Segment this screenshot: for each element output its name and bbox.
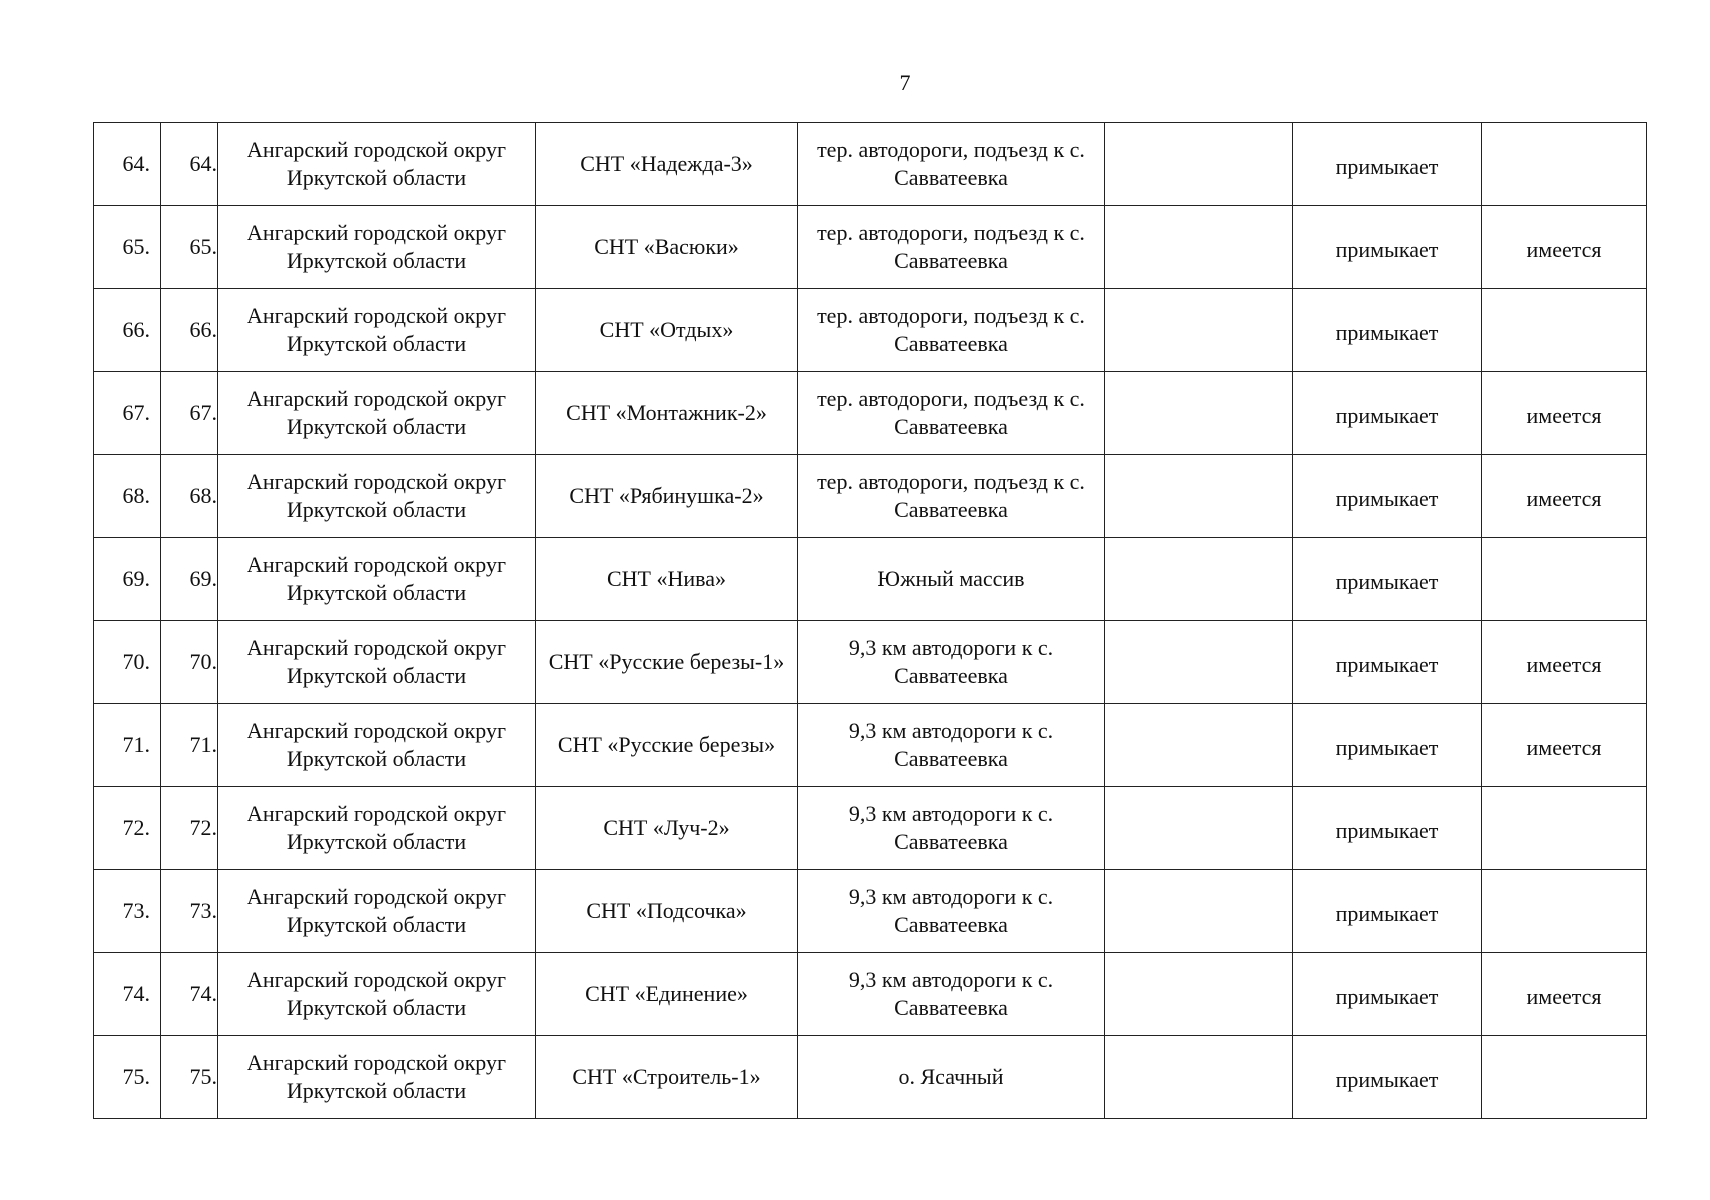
availability-cell: имеется xyxy=(1482,455,1647,538)
empty-cell xyxy=(1105,787,1293,870)
location-cell: 9,3 км автодороги к с. Савватеевка xyxy=(798,621,1105,704)
table-row xyxy=(94,870,1647,953)
row-index-cell: 70. xyxy=(161,621,218,704)
district-cell: Ангарский городской округ Иркутской области xyxy=(218,538,536,621)
row-number-cell: 68. xyxy=(94,455,161,538)
availability-cell: имеется xyxy=(1482,621,1647,704)
availability-cell: имеется xyxy=(1482,372,1647,455)
empty-cell xyxy=(1105,289,1293,372)
row-index-cell: 74. xyxy=(161,953,218,1036)
empty-cell xyxy=(1105,704,1293,787)
row-index-cell: 68. xyxy=(161,455,218,538)
location-cell: тер. автодороги, подъезд к с. Савватеевка xyxy=(798,289,1105,372)
empty-cell xyxy=(1105,455,1293,538)
availability-cell: имеется xyxy=(1482,206,1647,289)
district-cell: Ангарский городской округ Иркутской области xyxy=(218,1036,536,1119)
row-number-cell: 64. xyxy=(94,123,161,206)
name-cell: СНТ «Русские березы» xyxy=(536,704,798,787)
district-cell: Ангарский городской округ Иркутской области xyxy=(218,289,536,372)
table-row xyxy=(94,372,1647,455)
table-row xyxy=(94,538,1647,621)
table-row xyxy=(94,1036,1647,1119)
location-cell: тер. автодороги, подъезд к с. Савватеевка xyxy=(798,123,1105,206)
row-number-cell: 74. xyxy=(94,953,161,1036)
row-index-cell: 75. xyxy=(161,1036,218,1119)
empty-cell xyxy=(1105,621,1293,704)
empty-cell xyxy=(1105,206,1293,289)
availability-cell: имеется xyxy=(1482,953,1647,1036)
row-index-cell: 71. xyxy=(161,704,218,787)
name-cell: СНТ «Надежда-3» xyxy=(536,123,798,206)
name-cell: СНТ «Монтажник-2» xyxy=(536,372,798,455)
district-cell: Ангарский городской округ Иркутской области xyxy=(218,455,536,538)
adjacency-cell: примыкает xyxy=(1293,538,1482,621)
row-index-cell: 66. xyxy=(161,289,218,372)
location-cell: Южный массив xyxy=(798,538,1105,621)
empty-cell xyxy=(1105,538,1293,621)
name-cell: СНТ «Подсочка» xyxy=(536,870,798,953)
row-number-cell: 73. xyxy=(94,870,161,953)
row-number-cell: 70. xyxy=(94,621,161,704)
row-number-cell: 71. xyxy=(94,704,161,787)
empty-cell xyxy=(1105,953,1293,1036)
row-number-cell: 67. xyxy=(94,372,161,455)
location-cell: 9,3 км автодороги к с. Савватеевка xyxy=(798,870,1105,953)
table-row xyxy=(94,289,1647,372)
availability-cell xyxy=(1482,870,1647,953)
adjacency-cell: примыкает xyxy=(1293,372,1482,455)
name-cell: СНТ «Отдых» xyxy=(536,289,798,372)
row-index-cell: 73. xyxy=(161,870,218,953)
location-cell: 9,3 км автодороги к с. Савватеевка xyxy=(798,704,1105,787)
availability-cell xyxy=(1482,787,1647,870)
adjacency-cell: примыкает xyxy=(1293,455,1482,538)
empty-cell xyxy=(1105,1036,1293,1119)
table-row xyxy=(94,787,1647,870)
row-index-cell: 64. xyxy=(161,123,218,206)
district-cell: Ангарский городской округ Иркутской области xyxy=(218,787,536,870)
adjacency-cell: примыкает xyxy=(1293,123,1482,206)
district-cell: Ангарский городской округ Иркутской области xyxy=(218,870,536,953)
location-cell: тер. автодороги, подъезд к с. Савватеевка xyxy=(798,372,1105,455)
name-cell: СНТ «Рябинушка-2» xyxy=(536,455,798,538)
row-index-cell: 69. xyxy=(161,538,218,621)
adjacency-cell: примыкает xyxy=(1293,206,1482,289)
name-cell: СНТ «Единение» xyxy=(536,953,798,1036)
location-cell: тер. автодороги, подъезд к с. Савватеевка xyxy=(798,455,1105,538)
table-body xyxy=(94,123,1647,1119)
availability-cell: имеется xyxy=(1482,704,1647,787)
availability-cell xyxy=(1482,538,1647,621)
name-cell: СНТ «Строитель-1» xyxy=(536,1036,798,1119)
district-cell: Ангарский городской округ Иркутской области xyxy=(218,206,536,289)
row-number-cell: 66. xyxy=(94,289,161,372)
adjacency-cell: примыкает xyxy=(1293,953,1482,1036)
adjacency-cell: примыкает xyxy=(1293,1036,1482,1119)
adjacency-cell: примыкает xyxy=(1293,704,1482,787)
row-index-cell: 65. xyxy=(161,206,218,289)
row-number-cell: 75. xyxy=(94,1036,161,1119)
name-cell: СНТ «Нива» xyxy=(536,538,798,621)
name-cell: СНТ «Русские березы-1» xyxy=(536,621,798,704)
location-cell: о. Ясачный xyxy=(798,1036,1105,1119)
adjacency-cell: примыкает xyxy=(1293,870,1482,953)
district-cell: Ангарский городской округ Иркутской области xyxy=(218,704,536,787)
availability-cell xyxy=(1482,1036,1647,1119)
district-cell: Ангарский городской округ Иркутской области xyxy=(218,621,536,704)
empty-cell xyxy=(1105,372,1293,455)
page-number: 7 xyxy=(899,70,911,95)
row-number-cell: 72. xyxy=(94,787,161,870)
adjacency-cell: примыкает xyxy=(1293,787,1482,870)
name-cell: СНТ «Луч-2» xyxy=(536,787,798,870)
name-cell: СНТ «Васюки» xyxy=(536,206,798,289)
table-row xyxy=(94,953,1647,1036)
row-number-cell: 65. xyxy=(94,206,161,289)
row-index-cell: 67. xyxy=(161,372,218,455)
availability-cell xyxy=(1482,289,1647,372)
location-cell: 9,3 км автодороги к с. Савватеевка xyxy=(798,953,1105,1036)
empty-cell xyxy=(1105,123,1293,206)
district-cell: Ангарский городской округ Иркутской области xyxy=(218,123,536,206)
district-cell: Ангарский городской округ Иркутской области xyxy=(218,953,536,1036)
row-number-cell: 69. xyxy=(94,538,161,621)
row-index-cell: 72. xyxy=(161,787,218,870)
location-cell: тер. автодороги, подъезд к с. Савватеевка xyxy=(798,206,1105,289)
settlements-table xyxy=(93,122,1647,1119)
table-row xyxy=(94,123,1647,206)
table-row xyxy=(94,206,1647,289)
table-row xyxy=(94,455,1647,538)
table-row xyxy=(94,704,1647,787)
adjacency-cell: примыкает xyxy=(1293,289,1482,372)
adjacency-cell: примыкает xyxy=(1293,621,1482,704)
availability-cell xyxy=(1482,123,1647,206)
table-row xyxy=(94,621,1647,704)
location-cell: 9,3 км автодороги к с. Савватеевка xyxy=(798,787,1105,870)
empty-cell xyxy=(1105,870,1293,953)
district-cell: Ангарский городской округ Иркутской области xyxy=(218,372,536,455)
